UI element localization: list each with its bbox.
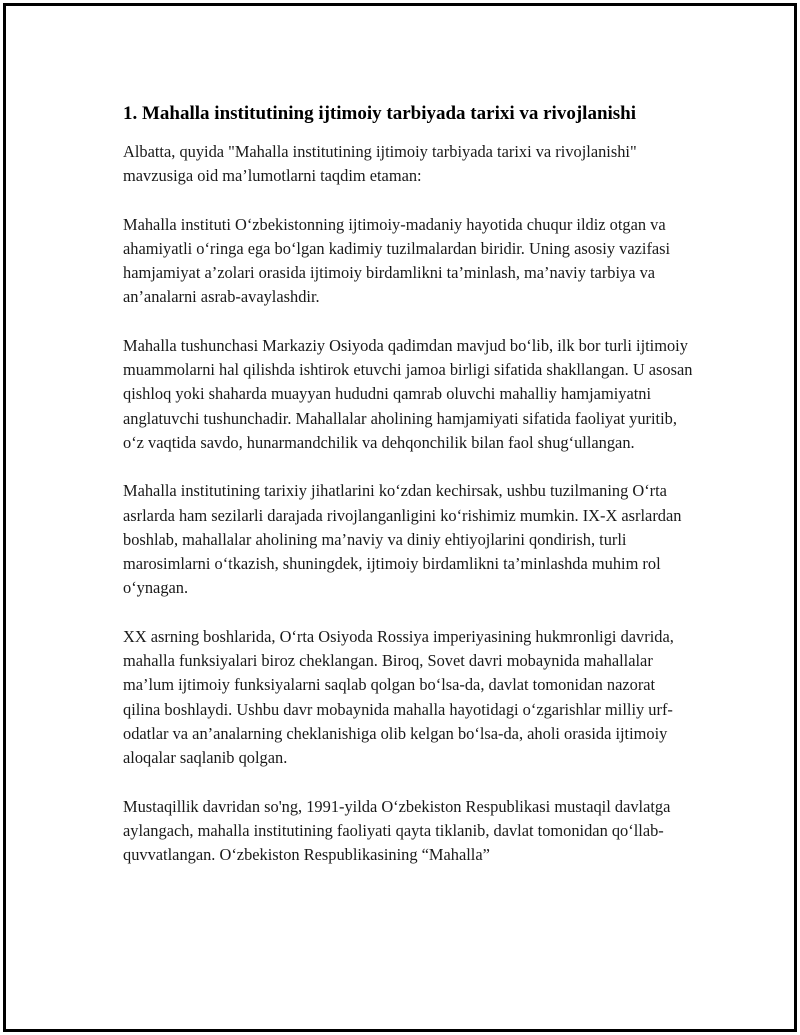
paragraph-intro: Albatta, quyida "Mahalla institutining ijtimoiy tarbiyada tarixi va rivojlanishi" mavzusiga oid ma’lumotlarni taqdim etaman: [123, 142, 637, 186]
paragraph-mahalla-institute: Mahalla instituti O‘zbekistonning ijtimoiy-madaniy hayotida chuqur ildiz otgan va ahamiyatli o‘ringa ega bo‘lgan kadimiy tuzilmalardan biridir. Uning asosiy vazifasi hamjamiyat a’zolari orasida ijtimoiy birdamlikni ta’minlash, ma’naviy tarbiya va an’analarni asrab-avaylashdir. [123, 214, 671, 307]
section-heading: 1. Mahalla institutining ijtimoiy tarbiyada tarixi va rivojlanishi [123, 103, 637, 124]
paragraph-mahalla-concept: Mahalla tushunchasi Markaziy Osiyoda qadimdan mavjud bo‘lib, ilk bor turli ijtimoiy muammolarni hal qilishda ishtirok etuvchi jamoa birligi sifatida shakllangan. U asosan qishloq yoki shaharda muayyan hududni qamrab oluvchi mahalliy hamjamiyatni anglatuvchi tushunchadir. Mahallalar aholining hamjamiyati sifatida faoliyat yuritib, o‘z vaqtida savdo, hunarmandchilik va dehqonchilik bilan faol shug‘ullangan. [123, 335, 693, 452]
paragraph-20th-century: XX asrning boshlarida, O‘rta Osiyoda Rossiya imperiyasining hukmronligi davrida, mahalla funksiyalari biroz cheklangan. Biroq, Sovet davri mobaynida mahallalar ma’lum ijtimoiy funksiyalarni saqlab qolgan bo‘lsa-da, davlat tomonidan nazorat qilina boshlaydi. Ushbu davr mobaynida mahalla hayotidagi o‘zgarishlar milliy urf-odatlar va an’analarning cheklanishiga olib kelgan bo‘lsa-da, aholi orasida ijtimoiy aloqalar saqlanib qolgan. [123, 626, 674, 768]
paragraph-independence: Mustaqillik davridan so'ng, 1991-yilda O‘zbekiston Respublikasi mustaqil davlatga aylangach, mahalla institutining faoliyati qayta tiklanib, davlat tomonidan qo‘llab-quvvatlangan. O‘zbekiston Respublikasining “Mahalla” [123, 796, 671, 865]
paragraph-history: Mahalla institutining tarixiy jihatlarini ko‘zdan kechirsak, ushbu tuzilmaning O‘rta asrlarda ham sezilarli darajada rivojlanganligini ko‘rishimiz mumkin. IX-X asrlardan boshlab, mahallalar aholining ma’naviy va diniy ehtiyojlarini qondirish, turli marosimlarni o‘tkazish, shuningdek, ijtimoiy birdamlikni ta’minlashda muhim rol o‘ynagan. [123, 481, 682, 598]
page-frame [3, 3, 797, 1032]
document-body [123, 100, 693, 891]
